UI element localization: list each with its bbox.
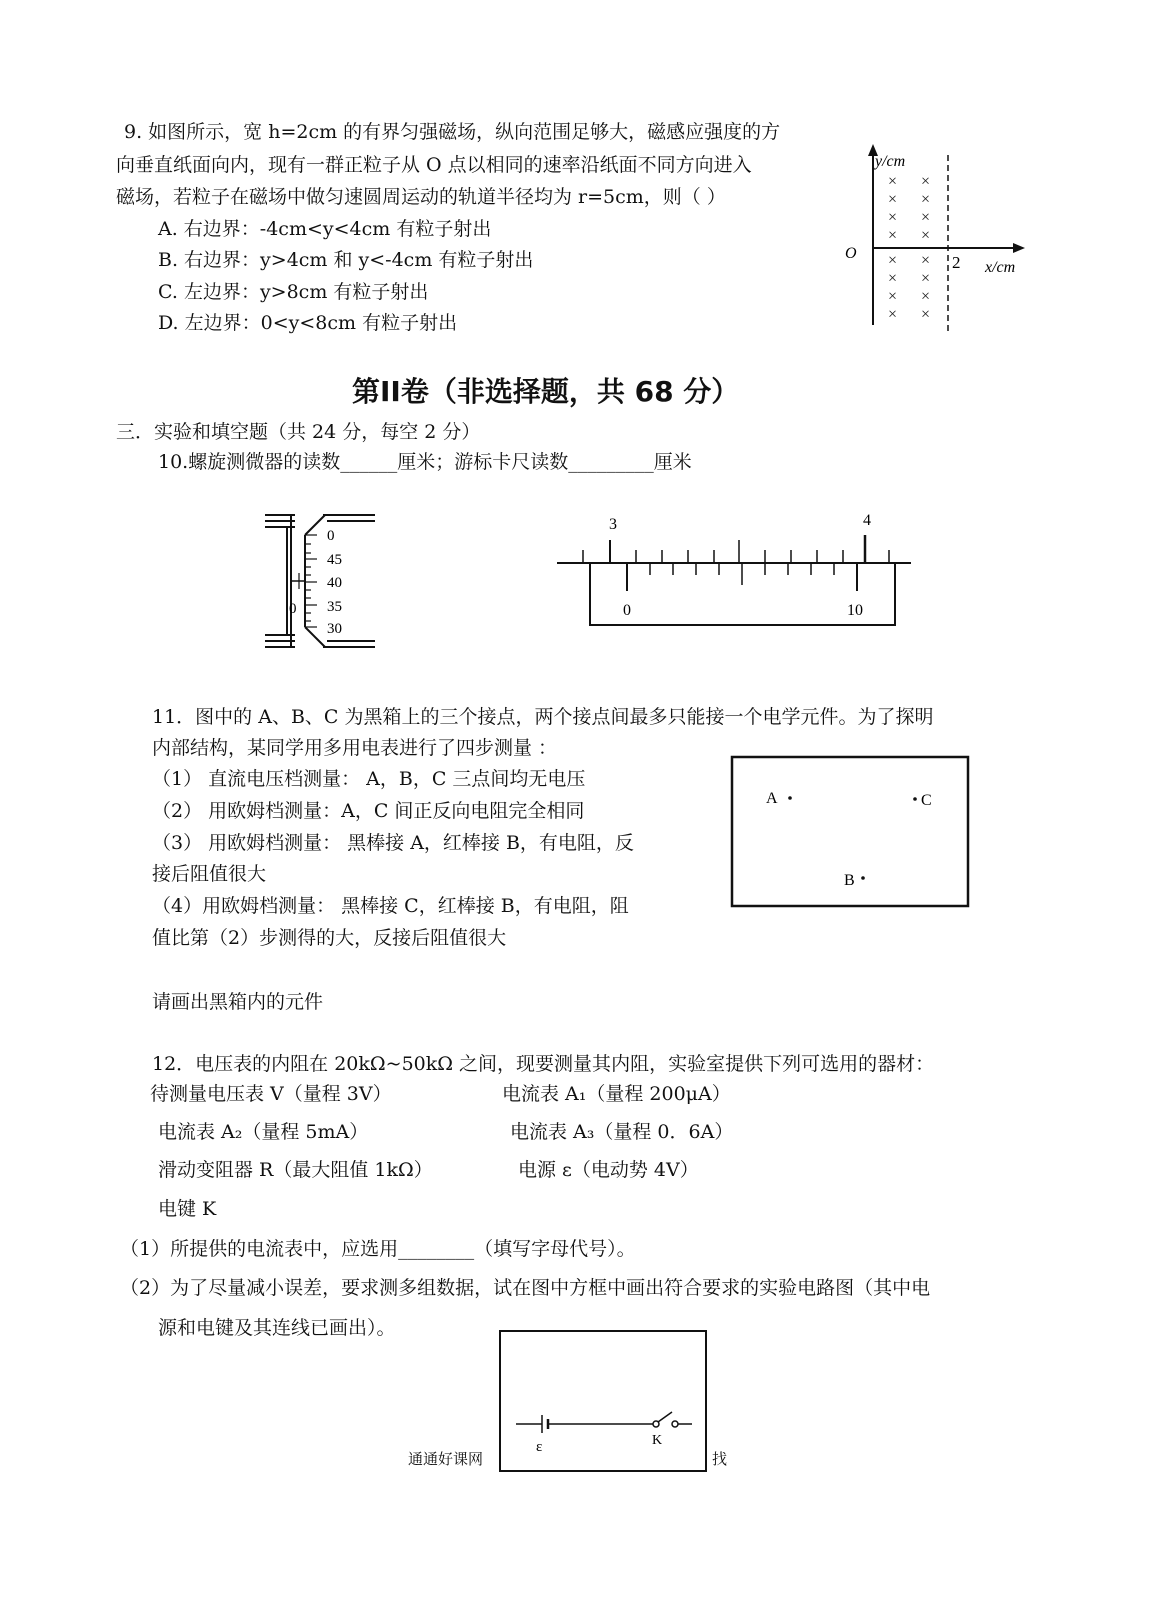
q12-source: 电源 ε（电动势 4V） [518,1159,699,1181]
section-2-title: 第II卷（非选择题，共 68 分） [352,375,740,408]
q12-voltmeter: 待测量电压表 V（量程 3V） [150,1083,392,1105]
terminal-c-label: C [921,792,932,809]
q11-step1: （1） 直流电压档测量： A，B，C 三点间均无电压 [152,768,586,790]
terminal-b-label: B [844,872,855,889]
svg-text:×: × [921,173,931,190]
svg-text:×: × [888,252,898,269]
origin-label: O [845,245,857,262]
svg-text:×: × [888,173,898,190]
source-label: ε [536,1439,543,1455]
svg-text:×: × [888,227,898,244]
svg-text:×: × [888,209,898,226]
main-scale-3: 3 [609,516,617,533]
x-axis-arrow [1013,243,1025,253]
circuit-box-figure [498,1329,710,1475]
svg-text:×: × [888,306,898,323]
q9-line2: 向垂直纸面向内，现有一群正粒子从 O 点以相同的速率沿纸面不同方向进入 [116,154,752,176]
vernier-scale-0: 0 [623,602,631,619]
q11-step3a: （3） 用欧姆档测量： 黑棒接 A，红棒接 B，有电阻，反 [152,832,634,854]
svg-text:×: × [921,209,931,226]
terminal-b-dot [861,876,865,880]
q11-step2: （2） 用欧姆档测量：A，C 间正反向电阻完全相同 [152,800,585,822]
q9-option-b: B. 右边界：y>4cm 和 y<-4cm 有粒子射出 [158,249,534,271]
q12-key: 电键 K [158,1198,217,1220]
q12-rheostat: 滑动变阻器 R（最大阻值 1kΩ） [158,1159,433,1181]
q12-part2a: （2）为了尽量减小误差，要求测多组数据，试在图中方框中画出符合要求的实验电路图（其中电 [120,1277,931,1299]
q11-line2: 内部结构，某同学用多用电表进行了四步测量 ： [152,737,558,759]
footer-watermark-left: 通通好课网 [408,1450,484,1468]
terminal-a-dot [788,796,792,800]
section-3-heading: 三．实验和填空题（共 24 分，每空 2 分） [116,421,481,443]
svg-text:×: × [888,191,898,208]
y-axis-label: y/cm [875,153,906,170]
vernier-caliper-figure [555,505,915,635]
sleeve-label-0: 0 [289,601,297,617]
q10-text: 10.螺旋测微器的读数______厘米；游标卡尺读数_________厘米 [158,451,692,473]
q11-step3b: 接后阻值很大 [152,863,267,885]
thimble-label-35: 35 [327,599,342,615]
q12-part2b: 源和电键及其连线已画出）。 [158,1317,396,1339]
x-axis-label: x/cm [985,259,1016,276]
q12-part1: （1）所提供的电流表中，应选用________（填写字母代号）。 [120,1238,636,1260]
q12-ammeter-a2: 电流表 A₂（量程 5mA） [158,1121,369,1143]
footer-watermark-right: 找 [712,1450,728,1468]
tick-2-label: 2 [952,253,961,272]
q12-ammeter-a1: 电流表 A₁（量程 200μA） [502,1083,731,1105]
q9-option-c: C. 左边界：y>8cm 有粒子射出 [158,281,429,303]
q9-option-a: A. 右边界：-4cm<y<4cm 有粒子射出 [158,218,492,240]
thimble-label-30: 30 [327,621,342,637]
main-scale-4: 4 [863,512,871,529]
thimble-label-45: 45 [327,552,342,568]
terminal-a-label: A [766,790,778,807]
switch-blade [658,1412,672,1422]
svg-text:×: × [921,306,931,323]
key-label: K [652,1433,663,1448]
q11-step4a: （4）用欧姆档测量： 黑棒接 C，红棒接 B，有电阻，阻 [152,895,629,917]
vernier-scale-10: 10 [847,602,863,619]
q9-line1: 9. 如图所示，宽 h=2cm 的有界匀强磁场，纵向范围足够大，磁感应强度的方 [124,121,781,143]
q9-line3: 磁场，若粒子在磁场中做匀速圆周运动的轨道半径均为 r=5cm，则（ ） [116,186,726,208]
thimble-label-40: 40 [327,575,342,591]
q11-prompt: 请画出黑箱内的元件 [152,991,324,1013]
thimble-label-0: 0 [327,528,335,544]
svg-text:×: × [921,191,931,208]
svg-text:×: × [921,288,931,305]
q12-line1: 12．电压表的内阻在 20kΩ~50kΩ 之间，现要测量其内阻，实验室提供下列可选用的器材： [152,1053,935,1075]
svg-text:×: × [888,288,898,305]
svg-text:×: × [921,252,931,269]
micrometer-figure [255,505,395,665]
terminal-c-dot [913,797,917,801]
black-box-figure [730,755,972,910]
q12-ammeter-a3: 电流表 A₃（量程 0．6A） [510,1121,734,1143]
switch-contact-right [672,1421,678,1427]
q9-magnetic-field-figure [835,140,1035,340]
q11-step4b: 值比第（2）步测得的大，反接后阻值很大 [152,927,507,949]
svg-text:×: × [921,227,931,244]
q9-option-d: D. 左边界：0<y<8cm 有粒子射出 [158,312,458,334]
svg-text:×: × [888,270,898,287]
q11-line1: 11．图中的 A、B、C 为黑箱上的三个接点，两个接点间最多只能接一个电学元件。为了探明 [152,706,934,728]
svg-text:×: × [921,270,931,287]
